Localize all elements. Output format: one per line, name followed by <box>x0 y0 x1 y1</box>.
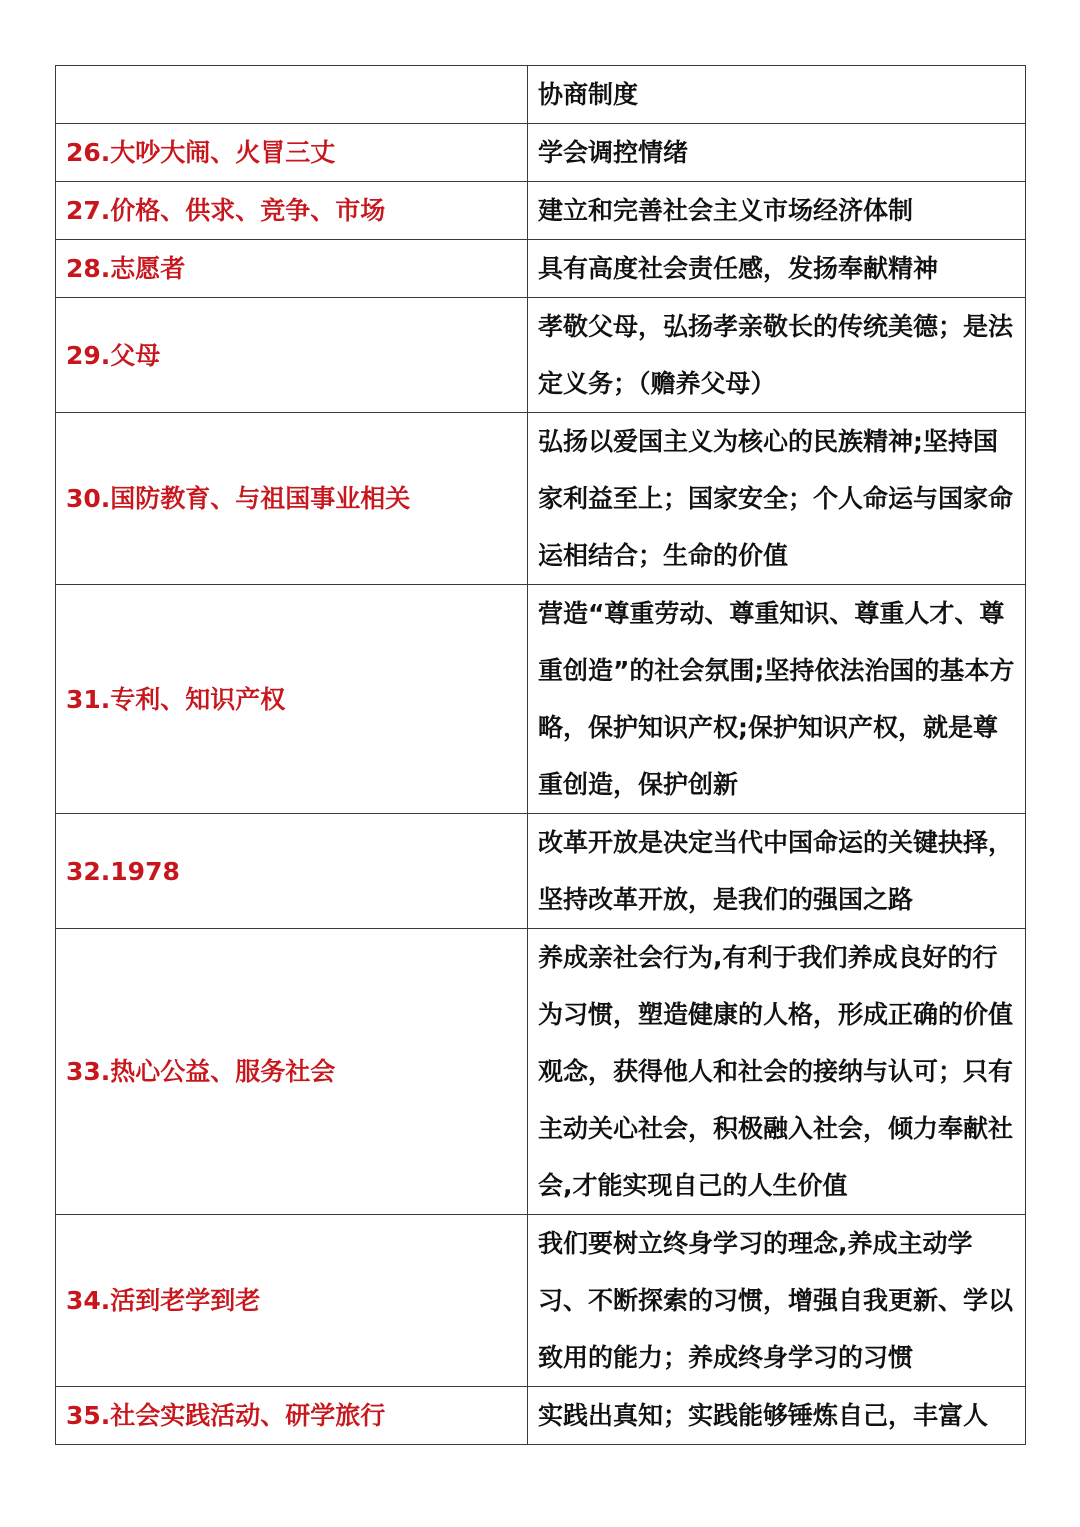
desc-cell: 营造“尊重劳动、尊重知识、尊重人才、尊重创造”的社会氛围;坚持依法治国的基本方略，保护知识产权;保护知识产权，就是尊重创造，保护创新 <box>528 585 1026 814</box>
table-row <box>56 66 1026 124</box>
table-row <box>56 1215 1026 1387</box>
term-cell: 27.价格、供求、竞争、市场 <box>56 182 528 240</box>
term-cell: 34.活到老学到老 <box>56 1215 528 1387</box>
desc-cell: 具有高度社会责任感，发扬奉献精神 <box>528 240 1026 298</box>
term-cell: 32.1978 <box>56 814 528 929</box>
term-cell <box>56 66 528 124</box>
desc-cell: 弘扬以爱国主义为核心的民族精神;坚持国家利益至上；国家安全；个人命运与国家命运相结合；生命的价值 <box>528 413 1026 585</box>
table-row <box>56 240 1026 298</box>
table-row <box>56 1387 1026 1445</box>
desc-cell: 学会调控情绪 <box>528 124 1026 182</box>
desc-cell: 建立和完善社会主义市场经济体制 <box>528 182 1026 240</box>
term-cell: 28.志愿者 <box>56 240 528 298</box>
table-row <box>56 124 1026 182</box>
desc-cell: 养成亲社会行为,有利于我们养成良好的行为习惯，塑造健康的人格，形成正确的价值观念，获得他人和社会的接纳与认可；只有主动关心社会，积极融入社会，倾力奉献社会,才能实现自己的人生价值 <box>528 929 1026 1215</box>
table-row <box>56 929 1026 1215</box>
term-cell: 31.专利、知识产权 <box>56 585 528 814</box>
desc-cell: 孝敬父母，弘扬孝亲敬长的传统美德；是法定义务；（赡养父母） <box>528 298 1026 413</box>
desc-cell: 我们要树立终身学习的理念,养成主动学习、不断探索的习惯，增强自我更新、学以致用的能力；养成终身学习的习惯 <box>528 1215 1026 1387</box>
table-row <box>56 814 1026 929</box>
table-row <box>56 585 1026 814</box>
term-cell: 35.社会实践活动、研学旅行 <box>56 1387 528 1445</box>
term-cell: 33.热心公益、服务社会 <box>56 929 528 1215</box>
term-cell: 30.国防教育、与祖国事业相关 <box>56 413 528 585</box>
desc-cell: 实践出真知；实践能够锤炼自己，丰富人 <box>528 1387 1026 1445</box>
table-row <box>56 182 1026 240</box>
desc-cell: 改革开放是决定当代中国命运的关键抉择，坚持改革开放，是我们的强国之路 <box>528 814 1026 929</box>
term-cell: 29.父母 <box>56 298 528 413</box>
table-row <box>56 298 1026 413</box>
table-row <box>56 413 1026 585</box>
desc-cell: 协商制度 <box>528 66 1026 124</box>
term-cell: 26.大吵大闹、火冒三丈 <box>56 124 528 182</box>
term-table <box>55 65 1026 1445</box>
